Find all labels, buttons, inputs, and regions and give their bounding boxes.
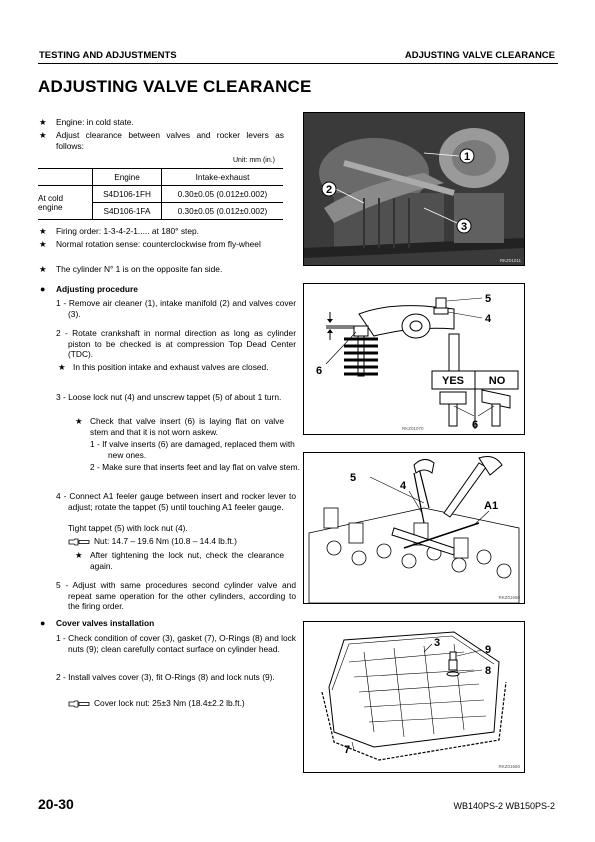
figure-feeler-adjust xyxy=(303,452,525,604)
table-cell-value: 0.30±0.05 (0.012±0.002) xyxy=(162,186,284,203)
torque-spec-cover: Cover lock nut: 25±3 Nm (18.4±2.2 lb.ft.) xyxy=(94,698,245,708)
fig4-callout-9: 9 xyxy=(485,644,492,656)
cover-step-2: 2 - Install valves cover (3), fit O-Rings (8) and lock nuts (9). xyxy=(56,672,275,682)
table-row-label: At cold engine xyxy=(38,186,93,220)
note-cylinder: The cylinder N° 1 is on the opposite fan side. xyxy=(56,264,223,274)
adjust-step-4: 4 - Connect A1 feeler gauge between insert and rocker lever to adjust; rotate the tappet (5) until touching A1 feeler gauge. xyxy=(56,491,296,512)
figure-valve-cover xyxy=(303,621,525,773)
adjust-step-1: 1 - Remove air cleaner (1), intake manifold (2) and valves cover (3). xyxy=(56,298,296,319)
star-icon: ★ xyxy=(75,550,83,560)
page-title: ADJUSTING VALVE CLEARANCE xyxy=(38,77,312,96)
fig2-callout-4: 4 xyxy=(485,313,492,325)
engine-photo-illustration xyxy=(304,113,524,265)
header-page-topic: ADJUSTING VALVE CLEARANCE xyxy=(404,50,555,61)
header-section-title: TESTING AND ADJUSTMENTS xyxy=(39,50,177,61)
table-cell-engine: S4D106-1FA xyxy=(93,203,162,220)
star-icon: ★ xyxy=(39,226,47,236)
figure-engine-photo xyxy=(303,112,525,266)
fig3-callout-4: 4 xyxy=(400,480,407,492)
star-icon: ★ xyxy=(39,130,47,140)
table-cell-value: 0.30±0.05 (0.012±0.002) xyxy=(162,203,284,220)
adjust-step-2-note: In this position intake and exhaust valves are closed. xyxy=(73,362,269,372)
fig2-code: RKZ01070 xyxy=(402,426,424,431)
cover-heading: Cover valves installation xyxy=(56,618,155,628)
fig3-callout-a1: A1 xyxy=(484,500,499,512)
table-header-intake: Intake-exhaust xyxy=(162,169,284,186)
table-unit: Unit: mm (in.) xyxy=(233,157,275,164)
figure-rocker-insert xyxy=(303,283,525,435)
rocker-insert-diagram xyxy=(304,284,524,434)
intro-1: Engine: in cold state. xyxy=(56,117,134,127)
fig4-code: RKZ01660 xyxy=(498,764,520,769)
adjust-step-4-note: After tightening the lock nut, check the clearance again. xyxy=(90,550,284,571)
adjust-step-4-torque xyxy=(68,536,284,547)
adjust-step-2: 2 - Rotate crankshaft in normal direction as long as cylinder piston to be checked is at compression Top Dead Center (TDC). xyxy=(56,328,296,359)
intro-2: Adjust clearance between valves and rocker levers as follows: xyxy=(56,130,284,151)
fig1-callout-3: 3 xyxy=(460,221,468,233)
wrench-icon xyxy=(68,538,90,546)
wrench-icon xyxy=(68,700,90,708)
adjust-step-3: 3 - Loose lock nut (4) and unscrew tappet (5) of about 1 turn. xyxy=(56,392,282,402)
bullet-icon: ● xyxy=(40,284,46,294)
fig2-no: NO xyxy=(488,375,506,387)
cover-torque xyxy=(68,698,284,709)
fig2-yes: YES xyxy=(441,375,465,387)
fig4-callout-3: 3 xyxy=(434,637,441,649)
fig2-callout-5: 5 xyxy=(485,293,492,305)
fig4-callout-8: 8 xyxy=(485,665,492,677)
fig3-code: RKZ01650 xyxy=(498,595,520,600)
adjust-step-4-b: Tight tappet (5) with lock nut (4). xyxy=(68,523,188,533)
fig1-callout-1: 1 xyxy=(463,151,471,163)
star-icon: ★ xyxy=(39,264,47,274)
valve-cover-diagram xyxy=(304,622,524,772)
cover-step-1: 1 - Check condition of cover (3), gasket (7), O-Rings (8) and lock nuts (9); clean carefully contact surface on cylinder head. xyxy=(56,633,296,654)
fig2-callout-6b: 6 xyxy=(472,419,479,431)
feeler-adjust-diagram xyxy=(304,453,524,603)
star-icon: ★ xyxy=(39,239,47,249)
fig1-code: RKZ01011 xyxy=(499,258,521,263)
adjusting-heading: Adjusting procedure xyxy=(56,284,138,294)
fig3-callout-5: 5 xyxy=(350,472,357,484)
star-icon: ★ xyxy=(58,362,66,372)
adjust-step-3-sub-1: 1 - If valve inserts (6) are damaged, replaced them with new ones. xyxy=(90,439,295,460)
table-cell-engine: S4D106-1FH xyxy=(93,186,162,203)
adjust-step-3-sub-2: 2 - Make sure that inserts feet and lay flat on valve stem. xyxy=(90,462,300,472)
clearance-table xyxy=(38,168,283,220)
footer-models: WB140PS-2 WB150PS-2 xyxy=(453,801,555,811)
adjust-step-5: 5 - Adjust with same procedures second cylinder valve and repeat same operation for the other cylinders, according to the firing order. xyxy=(56,580,296,611)
bullet-icon: ● xyxy=(40,618,46,628)
table-header-engine: Engine xyxy=(93,169,162,186)
note-firing-order: Firing order: 1-3-4-2-1..... at 180° step. xyxy=(56,226,199,236)
star-icon: ★ xyxy=(39,117,47,127)
adjust-step-3-note: Check that valve insert (6) is laying flat on valve stem and that it is not worn askew. xyxy=(90,416,284,437)
note-rotation: Normal rotation sense: counterclockwise from fly-wheel xyxy=(56,239,261,249)
fig4-callout-7: 7 xyxy=(344,744,351,756)
fig2-callout-6: 6 xyxy=(316,365,323,377)
header-rule xyxy=(38,63,558,64)
torque-spec-nut: Nut: 14.7 – 19.6 Nm (10.8 – 14.4 lb.ft.) xyxy=(94,536,237,546)
fig1-callout-2: 2 xyxy=(325,184,333,196)
star-icon: ★ xyxy=(75,416,83,426)
page-number: 20-30 xyxy=(38,796,74,812)
